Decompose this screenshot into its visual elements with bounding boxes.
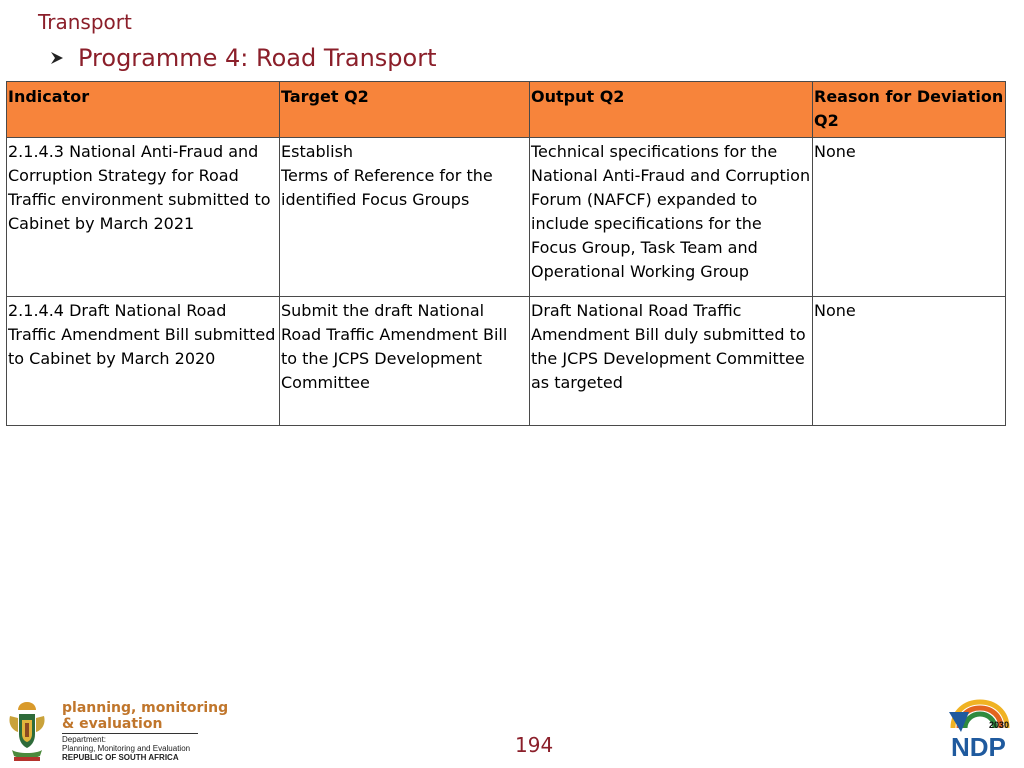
column-header-output: Output Q2 — [530, 82, 813, 138]
report-table — [6, 81, 1006, 426]
column-header-reason: Reason for Deviation Q2 — [813, 82, 1006, 138]
table-row — [7, 297, 1006, 426]
table-row — [7, 138, 1006, 297]
department-text — [62, 735, 190, 762]
indicator-cell: 2.1.4.4 Draft National Road Traffic Amendment Bill submitted to Cabinet by March 2020 — [7, 297, 280, 426]
ndp-2030-logo-icon — [945, 698, 1015, 760]
svg-text:2030: 2030 — [989, 720, 1010, 730]
logo-text-line2: & evaluation — [62, 716, 163, 732]
svg-text:NDP: NDP — [951, 732, 1006, 760]
indicator-cell: 2.1.4.3 National Anti-Fraud and Corruption Strategy for Road Traffic environment submitted to Cabinet by March 2021 — [7, 138, 280, 297]
logo-divider — [62, 733, 198, 734]
page-number: 194 — [515, 733, 554, 757]
dpme-logo — [4, 698, 229, 766]
reason-cell: None — [813, 138, 1006, 297]
reason-cell: None — [813, 297, 1006, 426]
output-cell: Draft National Road Traffic Amendment Bill duly submitted to the JCPS Development Committee as targeted — [530, 297, 813, 426]
output-cell: Technical specifications for the National Anti-Fraud and Corruption Forum (NAFCF) expanded to include specifications for the Focus Group, Task Team and Operational Working Group — [530, 138, 813, 297]
coat-of-arms-icon — [4, 698, 50, 764]
department-label: Department: — [62, 735, 107, 744]
target-cell: Submit the draft National Road Traffic Amendment Bill to the JCPS Development Committee — [280, 297, 530, 426]
target-line: Terms of Reference for the identified Focus Groups — [281, 166, 493, 209]
logo-text-line1: planning, monitoring — [62, 700, 229, 716]
target-cell — [280, 138, 530, 297]
section-title: Transport — [38, 10, 132, 34]
column-header-target: Target Q2 — [280, 82, 530, 138]
programme-title: Programme 4: Road Transport — [78, 44, 437, 72]
programme-heading — [50, 44, 437, 72]
table-header-row — [7, 82, 1006, 138]
arrow-bullet-icon — [50, 51, 64, 65]
column-header-indicator: Indicator — [7, 82, 280, 138]
country-name: REPUBLIC OF SOUTH AFRICA — [62, 753, 179, 762]
department-name: Planning, Monitoring and Evaluation — [62, 744, 191, 753]
target-line: Establish — [281, 142, 354, 161]
